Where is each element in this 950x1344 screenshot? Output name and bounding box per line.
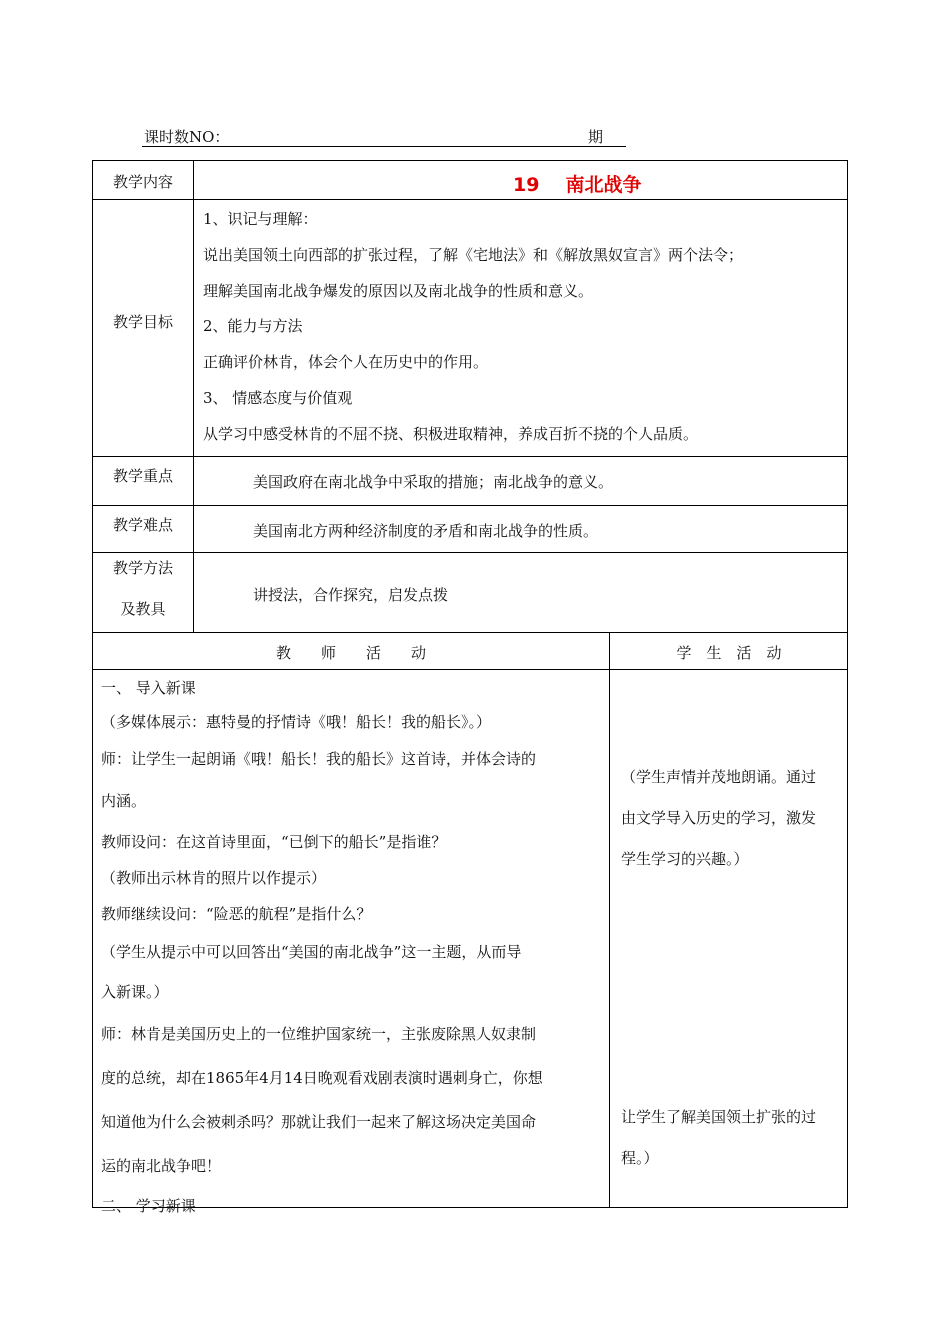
teacher-line: 一、 导入新课 bbox=[101, 679, 196, 697]
teacher-line: 二、 学习新课 bbox=[101, 1197, 196, 1215]
row-key-label: 教学重点 bbox=[112, 467, 173, 485]
teacher-line: 教师设问：在这首诗里面，“已倒下的船长”是指谁？ bbox=[101, 833, 447, 851]
teacher-line: （教师出示林肯的照片以作提示） bbox=[101, 869, 327, 887]
teacher-line: 度的总统，却在1865年4月14日晚观看戏剧表演时遇刺身亡，你想 bbox=[101, 1069, 543, 1087]
activities-header bbox=[92, 632, 848, 670]
teacher-line: 师：让学生一起朗诵《哦！船长！我的船长》这首诗，并体会诗的 bbox=[101, 750, 537, 768]
row-method-label-1: 教学方法 bbox=[112, 559, 173, 577]
teacher-line: 师：林肯是美国历史上的一位维护国家统一，主张废除黑人奴隶制 bbox=[101, 1025, 537, 1043]
key-points-text: 美国政府在南北战争中采取的措施；南北战争的意义。 bbox=[253, 473, 614, 491]
goal-line: 理解美国南北战争爆发的原因以及南北战争的性质和意义。 bbox=[203, 281, 594, 300]
goal-line: 说出美国领土向西部的扩张过程，了解《宅地法》和《解放黑奴宣言》两个法令； bbox=[203, 245, 744, 264]
student-activity-header: 学 生 活 动 bbox=[676, 644, 782, 662]
goal-line: 1、识记与理解： bbox=[203, 210, 318, 228]
teacher-line: 运的南北战争吧！ bbox=[101, 1157, 222, 1175]
student-line: 让学生了解美国领土扩张的过 bbox=[621, 1108, 817, 1126]
teacher-line: 教师继续设问：“险恶的航程”是指什么？ bbox=[101, 905, 372, 923]
period-label: 期 bbox=[588, 128, 604, 146]
lesson-number: 19 bbox=[513, 174, 540, 196]
row-difficult-points bbox=[92, 505, 848, 553]
goal-line: 从学习中感受林肯的不屈不挠、积极进取精神，养成百折不挠的个人品质。 bbox=[203, 424, 699, 443]
row-goals bbox=[92, 199, 848, 457]
lesson-title bbox=[513, 170, 641, 197]
lesson-no-label: 课时数NO： bbox=[144, 128, 230, 146]
student-line: 学生学习的兴趣。） bbox=[621, 850, 749, 868]
student-activity-block-2 bbox=[621, 1097, 816, 1179]
teacher-line: 知道他为什么会被刺杀吗？那就让我们一起来了解这场决定美国命 bbox=[101, 1113, 537, 1131]
goal-line: 3、 情感态度与价值观 bbox=[203, 388, 353, 407]
teacher-line: （多媒体展示：惠特曼的抒情诗《哦！船长！我的船长》。） bbox=[101, 713, 492, 731]
goal-line: 2、能力与方法 bbox=[203, 317, 303, 336]
method-text: 讲授法，合作探究，启发点拨 bbox=[253, 586, 449, 604]
lesson-title-text: 南北战争 bbox=[565, 174, 642, 196]
row-content bbox=[92, 160, 848, 200]
goal-line: 正确评价林肯，体会个人在历史中的作用。 bbox=[203, 353, 489, 372]
row-key-points bbox=[92, 456, 848, 506]
header-line bbox=[142, 126, 626, 147]
row-method-label-2: 及教具 bbox=[120, 600, 166, 618]
teacher-line: 入新课。） bbox=[101, 983, 169, 1001]
goals-list bbox=[203, 202, 743, 453]
row-difficult-label: 教学难点 bbox=[112, 516, 173, 534]
student-activity-block-1 bbox=[621, 757, 816, 880]
row-goals-label: 教学目标 bbox=[112, 313, 173, 331]
difficult-points-text: 美国南北方两种经济制度的矛盾和南北战争的性质。 bbox=[253, 522, 599, 540]
row-method bbox=[92, 552, 848, 633]
teacher-line: 内涵。 bbox=[101, 792, 147, 810]
teacher-activity-header: 教 师 活 动 bbox=[275, 644, 426, 662]
teacher-line: （学生从提示中可以回答出“美国的南北战争”这一主题，从而导 bbox=[101, 943, 522, 961]
student-line: 由文学导入历史的学习，激发 bbox=[621, 809, 817, 827]
student-line: （学生声情并茂地朗诵。通过 bbox=[621, 768, 817, 786]
row-content-label: 教学内容 bbox=[112, 173, 173, 191]
activities-body bbox=[92, 669, 848, 1215]
teacher-activity-list bbox=[101, 670, 543, 1224]
student-line: 程。） bbox=[621, 1149, 659, 1167]
